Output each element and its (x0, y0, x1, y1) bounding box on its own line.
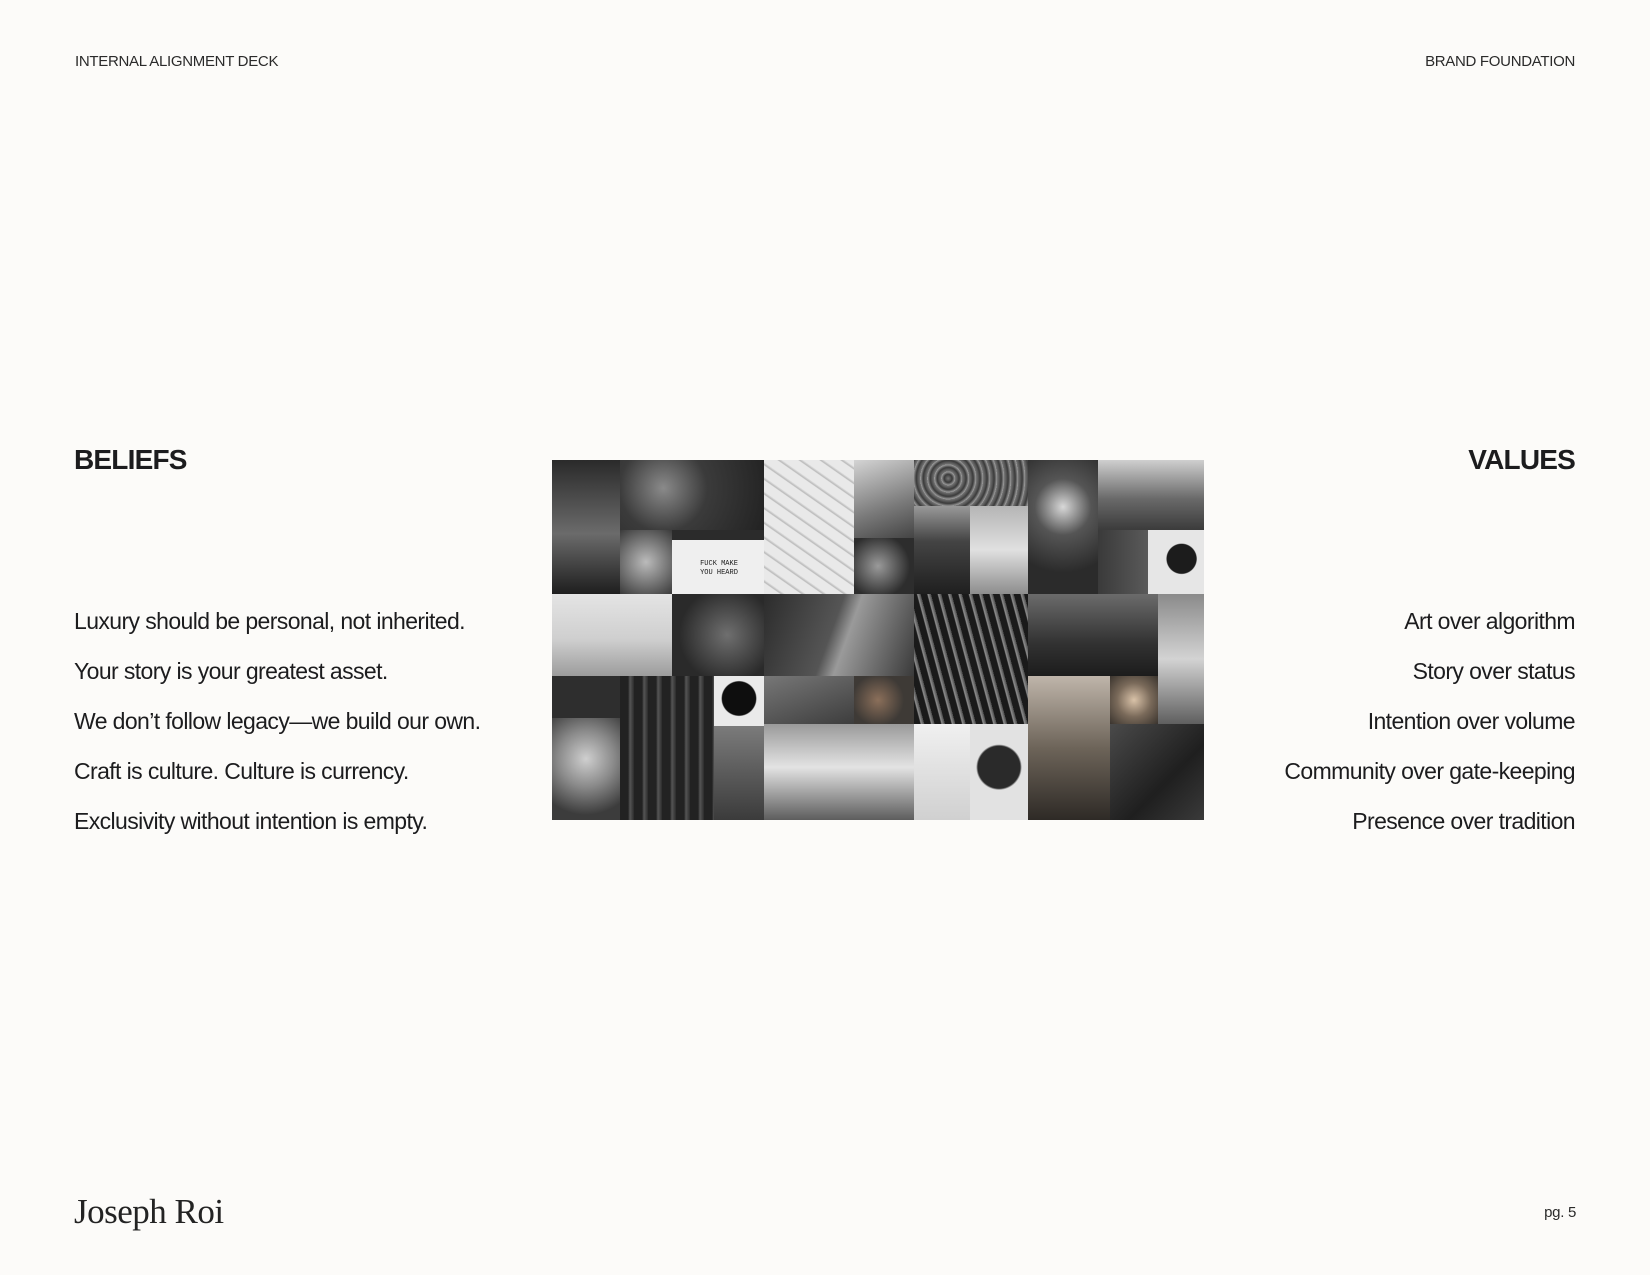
collage-photo (552, 460, 620, 594)
value-item: Community over gate-keeping (1284, 758, 1575, 784)
collage-photo (1028, 594, 1158, 676)
values-heading: VALUES (1468, 444, 1575, 475)
value-item: Art over algorithm (1404, 608, 1575, 634)
collage-photo (1158, 594, 1204, 724)
collage-photo (620, 460, 764, 530)
brand-logo: Joseph Roi (74, 1192, 224, 1231)
values-list (1284, 596, 1575, 846)
belief-item: Your story is your greatest asset. (74, 658, 388, 684)
moodboard-collage (552, 460, 1204, 820)
collage-photo (1110, 724, 1204, 820)
belief-item: Craft is culture. Culture is currency. (74, 758, 409, 784)
collage-photo (672, 594, 764, 676)
collage-photo (914, 594, 1028, 724)
belief-item: Luxury should be personal, not inherited. (74, 608, 465, 634)
collage-photo (552, 676, 620, 718)
collage-photo (854, 460, 914, 538)
collage-photo (1148, 530, 1204, 594)
collage-photo-sign (672, 530, 764, 594)
collage-photo (764, 594, 914, 676)
page-number: pg. 5 (1544, 1204, 1576, 1221)
value-item: Presence over tradition (1352, 808, 1575, 834)
collage-photo (914, 506, 970, 594)
collage-photo (552, 594, 672, 676)
collage-photo (552, 718, 620, 820)
collage-photo (854, 538, 914, 594)
value-item: Intention over volume (1367, 708, 1575, 734)
deck-label: INTERNAL ALIGNMENT DECK (75, 53, 279, 70)
collage-photo (764, 460, 854, 594)
collage-photo (714, 726, 764, 820)
belief-item: Exclusivity without intention is empty. (74, 808, 428, 834)
collage-photo (1110, 676, 1158, 724)
collage-photo (764, 676, 854, 724)
value-item: Story over status (1412, 658, 1575, 684)
collage-photo (714, 676, 764, 726)
collage-photo (620, 530, 672, 594)
collage-photo (764, 724, 914, 820)
collage-photo (1098, 460, 1204, 530)
sign-text: FUCK MAKE YOU HEARD (700, 560, 738, 577)
beliefs-heading: BELIEFS (74, 444, 187, 475)
collage-photo (914, 460, 1028, 506)
collage-photo (854, 676, 914, 724)
collage-photo (1098, 530, 1148, 594)
collage-photo (970, 506, 1028, 594)
collage-photo (620, 676, 714, 820)
collage-photo (914, 724, 970, 820)
collage-photo (1028, 460, 1098, 594)
beliefs-list (74, 596, 480, 846)
section-label: BRAND FOUNDATION (1425, 53, 1575, 70)
belief-item: We don’t follow legacy—we build our own. (74, 708, 481, 734)
collage-photo (1028, 676, 1110, 820)
collage-photo (970, 724, 1028, 820)
